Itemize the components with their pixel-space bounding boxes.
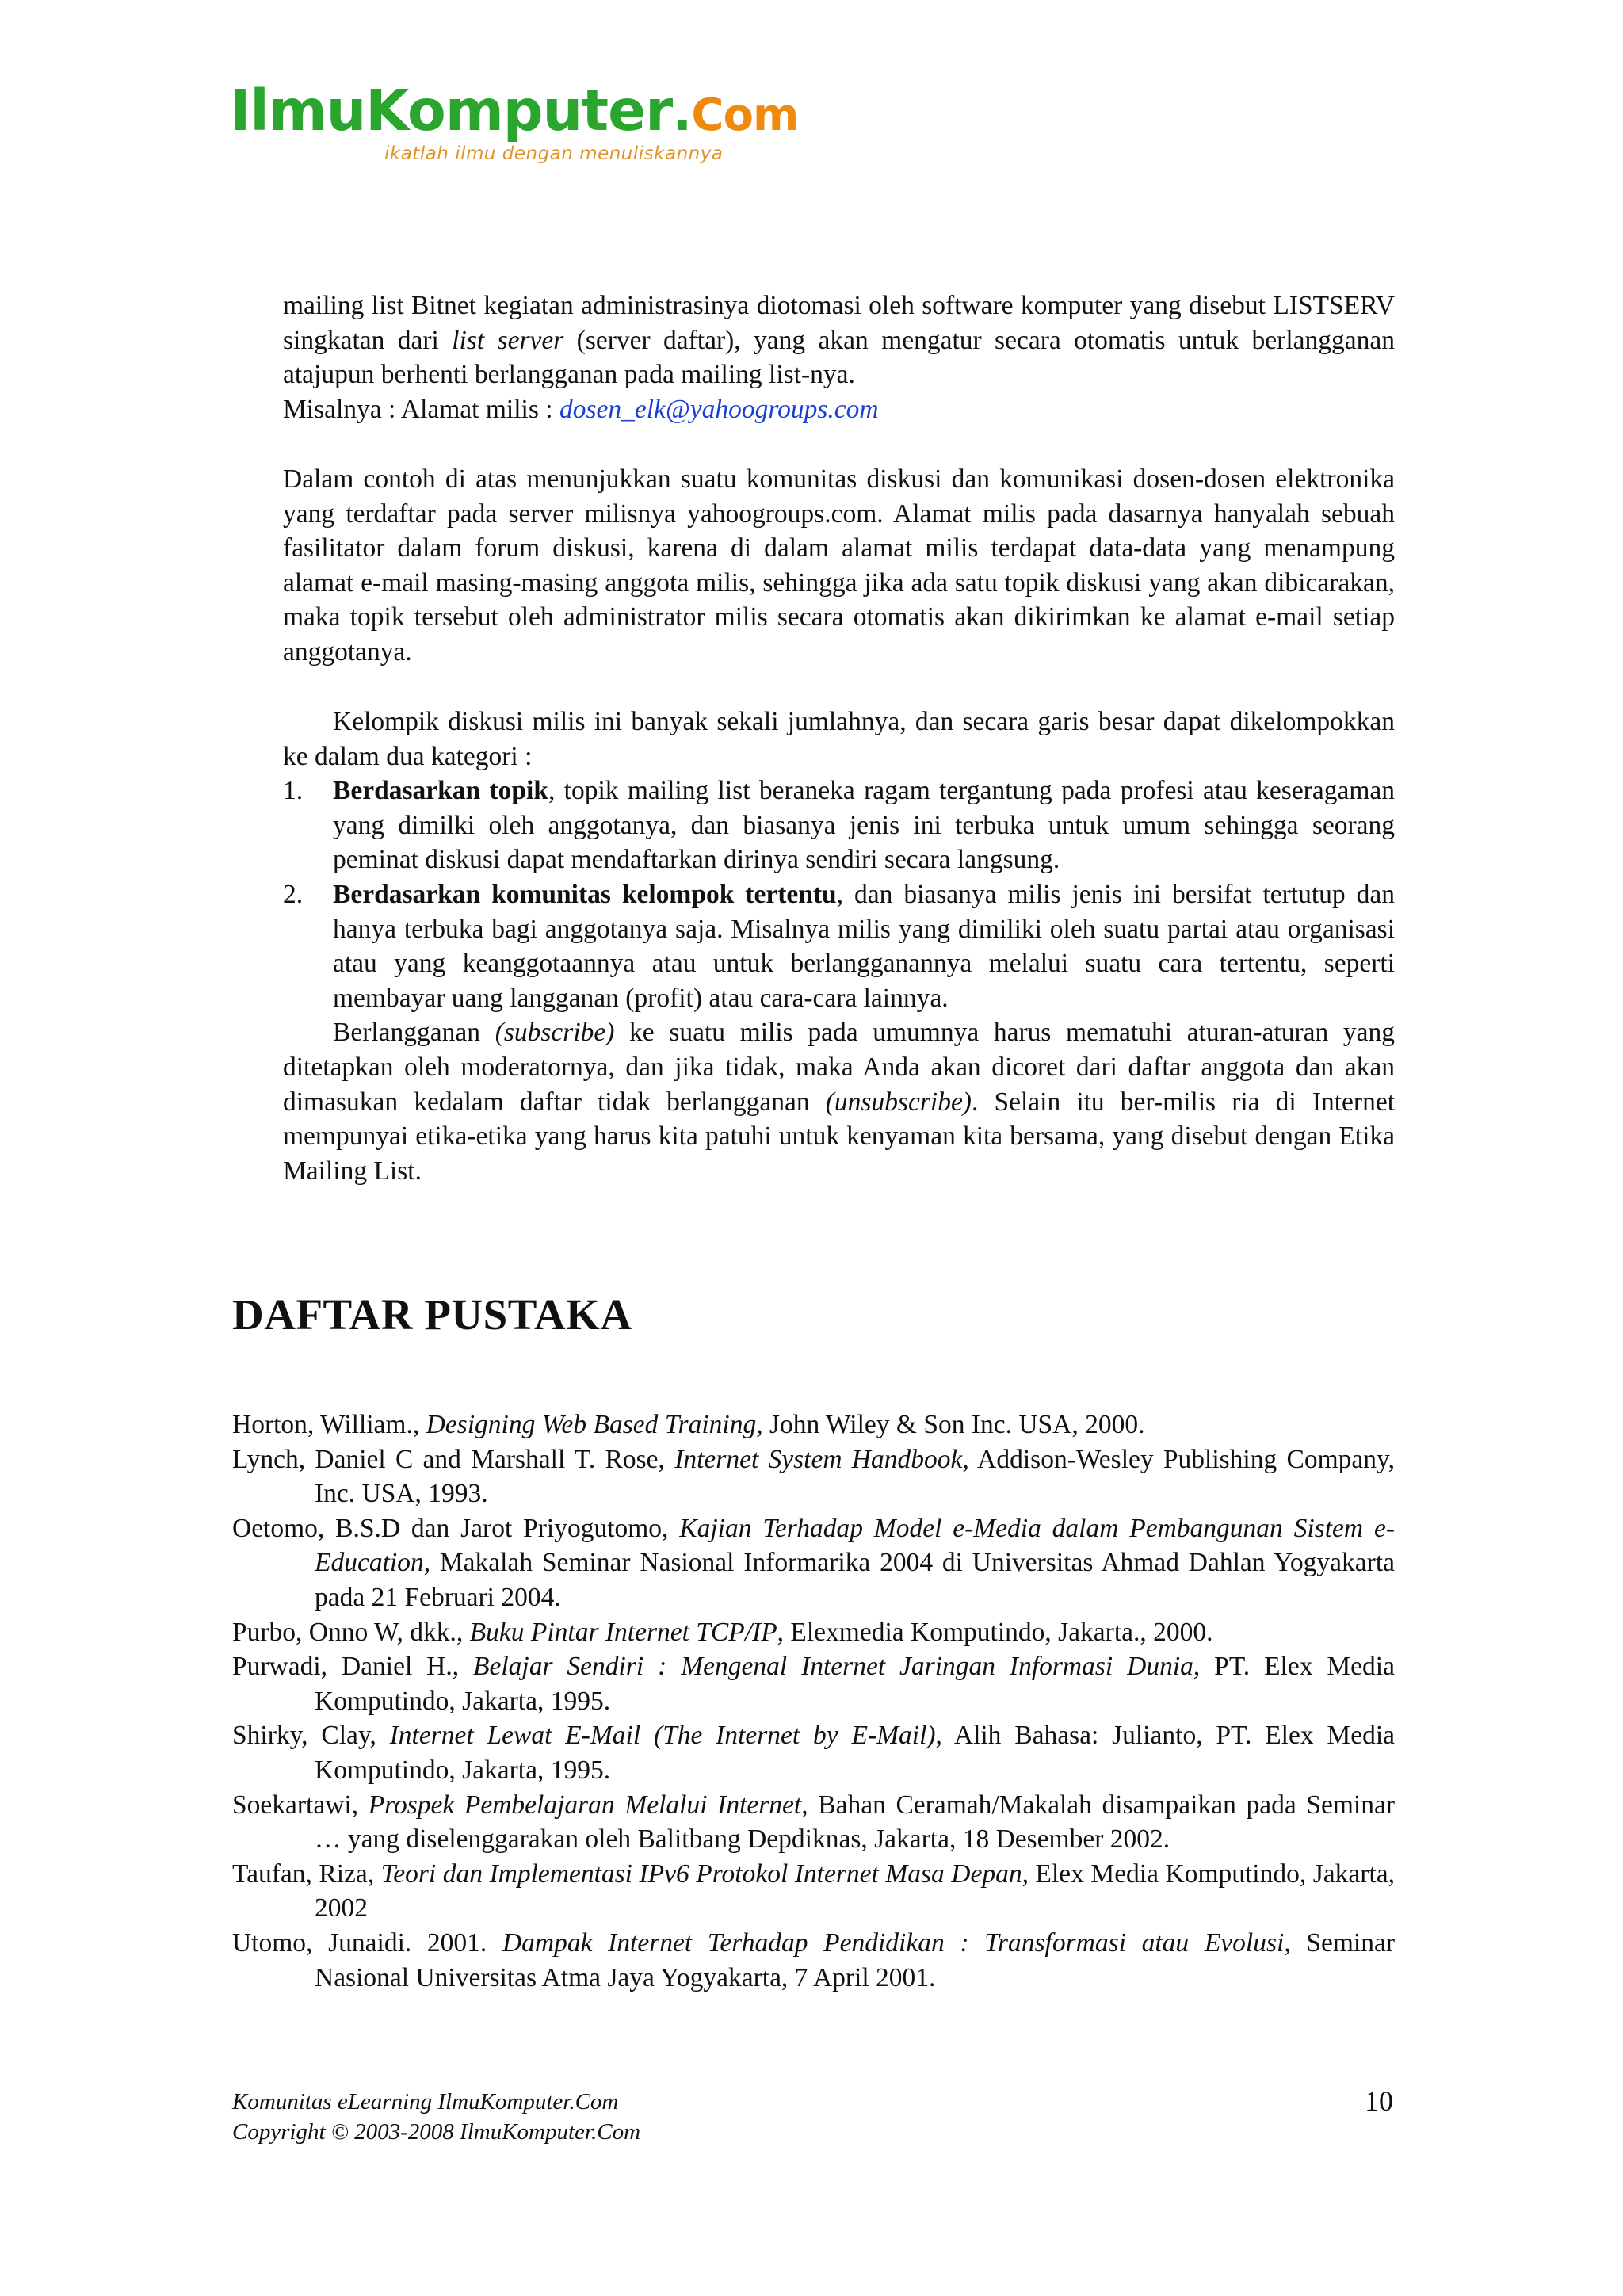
ref-publisher: , Seminar Nasional Universitas Atma Jaya Yogyakarta, 7 April 2001. bbox=[315, 1927, 1396, 1992]
list-item bbox=[283, 877, 1395, 1015]
reference-item bbox=[232, 1615, 1395, 1650]
ref-title: Internet System Handbook bbox=[674, 1444, 963, 1474]
ref-title: Internet Lewat E-Mail (The Internet by E-Mail) bbox=[389, 1721, 936, 1751]
paragraph-categories-intro: Kelompik diskusi milis ini banyak sekali jumlahnya, dan secara garis besar dapat dikelompokkan ke dalam dua kategori : bbox=[283, 707, 1395, 771]
p4-text-1: Berlangganan bbox=[333, 1018, 495, 1048]
logo-text-main: IlmuKomputer bbox=[230, 78, 673, 143]
ref-title: Belajar Sendiri : Mengenal Internet Jaringan Informasi Dunia, bbox=[473, 1652, 1201, 1682]
ref-author: Purbo, Onno W, dkk., bbox=[232, 1617, 470, 1647]
page-number: 10 bbox=[1365, 2085, 1393, 2117]
logo-wordmark bbox=[230, 78, 799, 143]
reference-item bbox=[232, 1649, 1395, 1718]
ref-publisher: Makalah Seminar Nasional Informarika 2004 di Universitas Ahmad Dahlan Yogyakarta pada 21 Februari 2004. bbox=[315, 1548, 1395, 1612]
ref-publisher: John Wiley & Son Inc. USA, 2000. bbox=[762, 1410, 1145, 1439]
p4-text-2: ke suatu milis pada umumnya harus mematuhi aturan-aturan yang ditetapkan oleh moderatornya, dan jika tidak, maka Anda akan dicoret dari daftar anggota dan akan dimasukan kedalam daftar tidak berlangganan bbox=[283, 1018, 1395, 1117]
category-list bbox=[283, 774, 1395, 1015]
ref-title: Teori dan Implementasi IPv6 Protokol Internet Masa Depan, bbox=[380, 1859, 1029, 1889]
list-item-bold: Berdasarkan komunitas kelompok tertentu bbox=[333, 879, 837, 909]
body-section-categories bbox=[283, 705, 1395, 1188]
logo-tagline: ikatlah ilmu dengan menuliskannya bbox=[384, 143, 724, 164]
ref-author: Soekartawi, bbox=[232, 1790, 369, 1820]
ref-author: Utomo, Junaidi. 2001. bbox=[232, 1927, 502, 1958]
paragraph-community: Dalam contoh di atas menunjukkan suatu komunitas diskusi dan komunikasi dosen-dosen elektronika yang terdaftar pada server milisnya yahoogroups.com. Alamat milis pada dasarnya hanyalah sebuah fasilitator dalam forum diskusi, karena di dalam alamat milis terdapat data-data yang menampung alamat e-mail masing-masing anggota milis, sehingga jika ada satu topik diskusi yang akan dibicarakan, maka topik tersebut oleh administrator milis secara otomatis akan dikirimkan ke alamat e-mail setiap anggotanya. bbox=[283, 464, 1395, 667]
ref-title: Designing Web Based Training, bbox=[426, 1410, 763, 1439]
paragraph-example bbox=[283, 392, 1395, 427]
example-email-link[interactable]: dosen_elk@yahoogroups.com bbox=[559, 394, 879, 424]
list-item-number: 1. bbox=[283, 776, 304, 806]
reference-item bbox=[232, 1442, 1395, 1511]
site-logo bbox=[230, 78, 799, 185]
p4-subscribe-italic: (subscribe) bbox=[495, 1018, 615, 1048]
p1-text-1: mailing list Bitnet kegiatan administrasinya diotomasi oleh software komputer yang disebut LISTSERV singkatan dari bbox=[283, 291, 1395, 355]
list-item bbox=[283, 774, 1395, 877]
ref-publisher: , Addison-Wesley Publishing Company, Inc. USA, 1993. bbox=[315, 1444, 1395, 1509]
p4-text-3: . Selain itu ber-milis ria di Internet mempunyai etika-etika yang harus kita patuhi untuk kenyaman kita bersama, yang disebut dengan Etika Mailing List. bbox=[283, 1087, 1395, 1186]
paragraph-subscribe bbox=[283, 1015, 1395, 1188]
list-item-text: , dan biasanya milis jenis ini bersifat tertutup dan hanya terbuka bagi anggotanya saja. Misalnya milis yang dimiliki oleh suatu partai atau organisasi atau yang keanggotaannya atau untuk berlangganannya melalui suatu cara tertentu, seperti membayar uang langganan (profit) atau cara-cara lainnya. bbox=[333, 879, 1395, 1013]
logo-text-dot: . bbox=[672, 82, 692, 143]
page-footer bbox=[232, 2087, 640, 2147]
ref-title: Prospek Pembelajaran Melalui Internet, bbox=[368, 1790, 808, 1820]
ref-title: Kajian Terhadap Model e-Media dalam Pembangunan Sistem e-Education, bbox=[315, 1513, 1395, 1578]
reference-item bbox=[232, 1926, 1395, 1995]
body-section-top bbox=[283, 288, 1395, 426]
ref-title: Dampak Internet Terhadap Pendidikan : Transformasi atau Evolusi bbox=[502, 1927, 1285, 1958]
ref-title: Buku Pintar Internet TCP/IP bbox=[469, 1617, 777, 1647]
paragraph-listserv bbox=[283, 288, 1395, 392]
ref-author: Shirky, Clay, bbox=[232, 1721, 390, 1751]
reference-item bbox=[232, 1788, 1395, 1857]
ref-publisher: Elex Media Komputindo, Jakarta, 2002 bbox=[315, 1859, 1395, 1924]
ref-publisher: PT. Elex Media Komputindo, Jakarta, 1995. bbox=[315, 1652, 1395, 1716]
reference-item bbox=[232, 1511, 1395, 1615]
example-label: Misalnya : Alamat milis : bbox=[283, 394, 559, 424]
reference-item bbox=[232, 1408, 1395, 1442]
body-section-middle bbox=[283, 462, 1395, 670]
references-heading: DAFTAR PUSTAKA bbox=[232, 1290, 632, 1339]
p1-text-italic: list server bbox=[452, 325, 564, 355]
logo-text-com: Com bbox=[691, 90, 799, 141]
list-item-number: 2. bbox=[283, 879, 304, 909]
footer-community: Komunitas eLearning IlmuKomputer.Com bbox=[232, 2089, 619, 2115]
list-item-bold: Berdasarkan topik bbox=[333, 776, 548, 806]
p4-unsubscribe-italic: (unsubscribe) bbox=[825, 1087, 972, 1117]
ref-author: Oetomo, B.S.D dan Jarot Priyogutomo, bbox=[232, 1513, 680, 1543]
ref-author: Lynch, Daniel C and Marshall T. Rose, bbox=[232, 1444, 675, 1474]
ref-publisher: , Alih Bahasa: Julianto, PT. Elex Media Komputindo, Jakarta, 1995. bbox=[315, 1721, 1395, 1785]
reference-item bbox=[232, 1857, 1395, 1926]
ref-publisher: Bahan Ceramah/Makalah disampaikan pada Seminar … yang diselenggarakan oleh Balitbang Depdiknas, Jakarta, 18 Desember 2002. bbox=[315, 1790, 1395, 1855]
p1-text-2: (server daftar), yang akan mengatur secara otomatis untuk berlangganan atajupun berhenti berlangganan pada mailing list-nya. bbox=[283, 325, 1395, 390]
ref-author: Horton, William., bbox=[232, 1410, 426, 1439]
reference-item bbox=[232, 1718, 1395, 1787]
footer-copyright: Copyright © 2003-2008 IlmuKomputer.Com bbox=[232, 2119, 641, 2145]
ref-publisher: , Elexmedia Komputindo, Jakarta., 2000. bbox=[777, 1617, 1213, 1647]
ref-author: Purwadi, Daniel H., bbox=[232, 1652, 474, 1682]
list-item-text: , topik mailing list beraneka ragam tergantung pada profesi atau keseragaman yang dimilki oleh anggotanya, dan biasanya jenis ini terbuka untuk umum sehingga seorang peminat diskusi dapat mendaftarkan dirinya sendiri secara langsung. bbox=[333, 776, 1396, 875]
references-list bbox=[232, 1408, 1395, 1995]
ref-author: Taufan, Riza, bbox=[232, 1859, 381, 1889]
